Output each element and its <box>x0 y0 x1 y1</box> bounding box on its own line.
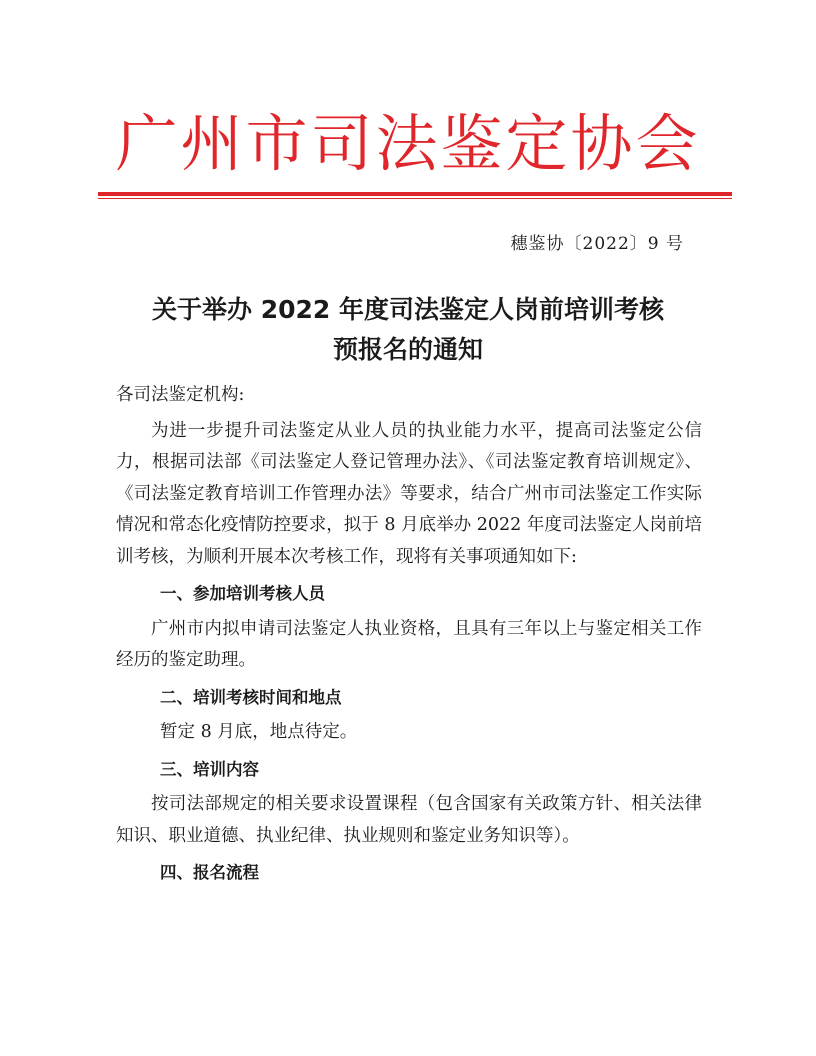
section-text-content: 按司法部规定的相关要求设置课程（包含国家有关政策方针、相关法律知识、职业道德、执业纪律、执业规则和鉴定业务知识等）。 <box>116 794 702 846</box>
section-text-personnel: 广州市内拟申请司法鉴定人执业资格，且具有三年以上与鉴定相关工作经历的鉴定助理。 <box>116 618 702 670</box>
document-title-line-1: 关于举办 2022 年度司法鉴定人岗前培训考核 <box>152 295 664 324</box>
section-text-time-place: 暂定 8 月底，地点待定。 <box>160 722 358 742</box>
section-heading-personnel: 一、参加培训考核人员 <box>160 584 325 603</box>
intro-paragraph: 为进一步提升司法鉴定从业人员的执业能力水平，提高司法鉴定公信力，根据司法部《司法鉴定人登记管理办法》、《司法鉴定教育培训规定》、《司法鉴定教育培训工作管理办法》等要求，结合广州市司法鉴定工作实际情况和常态化疫情防控要求，拟于 8 月底举办 2022 年度司法鉴定人岗前培训考核，为顺利开展本次考核工作，现将有关事项通知如下: <box>116 420 702 567</box>
section-heading-content: 三、培训内容 <box>160 759 259 779</box>
header-divider-thin <box>98 198 732 199</box>
document-title <box>0 290 816 370</box>
document-title-line-2: 预报名的通知 <box>332 335 483 364</box>
section-heading-registration: 四、报名流程 <box>160 863 259 882</box>
section-heading-time-place: 二、培训考核时间和地点 <box>160 687 342 707</box>
header-divider-thick <box>98 192 732 196</box>
document-body <box>116 380 702 893</box>
org-name-header: 广州市司法鉴定协会 <box>115 107 701 180</box>
document-number: 穗鉴协〔2022〕9 号 <box>510 234 684 254</box>
salutation: 各司法鉴定机构: <box>116 385 245 405</box>
